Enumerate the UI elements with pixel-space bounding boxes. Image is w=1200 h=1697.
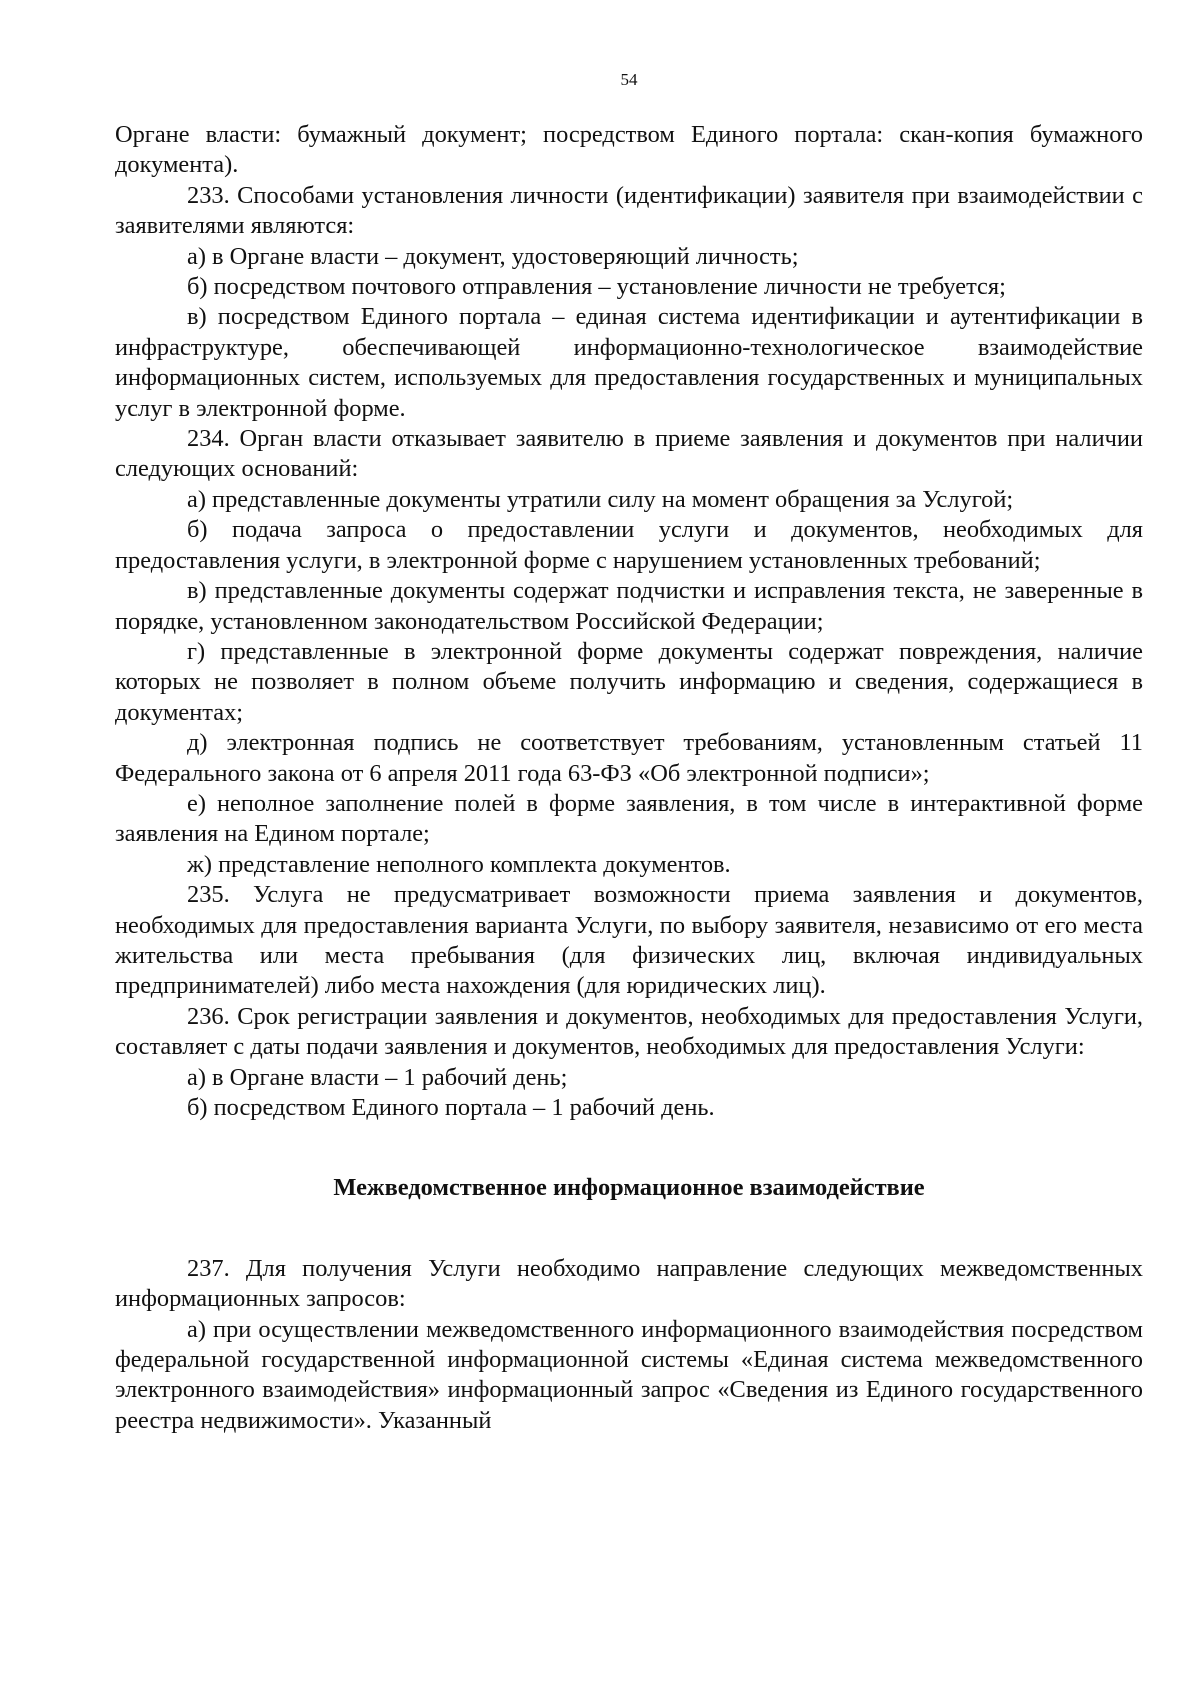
paragraph: 235. Услуга не предусматривает возможности приема заявления и документов, необходимых для предоставления варианта Услуги, по выбору заявителя, независимо от его места жительства или места пребывания (для физических лиц, включая индивидуальных предпринимателей) либо места нахождения (для юридических лиц). [115, 881, 1143, 1000]
page-number: 54 [620, 70, 638, 89]
paragraph: б) подача запроса о предоставлении услуги и документов, необходимых для предоставления услуги, в электронной форме с нарушением установленных требований; [115, 516, 1143, 574]
paragraph: ж) представление неполного комплекта документов. [187, 850, 731, 878]
document-body [115, 120, 1143, 1436]
paragraph: а) при осуществлении межведомственного информационного взаимодействия посредством федеральной государственной информационной системы «Единая система межведомственного электронного взаимодействия» информационный запрос «Сведения из Единого государственного реестра недвижимости». Указанный [115, 1315, 1143, 1434]
paragraph: б) посредством почтового отправления – установление личности не требуется; [187, 273, 1006, 301]
paragraph: в) представленные документы содержат подчистки и исправления текста, не заверенные в порядке, установленном законодательством Российской Федерации; [115, 577, 1143, 635]
paragraph: 234. Орган власти отказывает заявителю в приеме заявления и документов при наличии следующих оснований: [115, 425, 1143, 483]
paragraph-group-after-heading [115, 1254, 1143, 1436]
paragraph: 237. Для получения Услуги необходимо направление следующих межведомственных информационных запросов: [115, 1254, 1143, 1313]
paragraph: а) в Органе власти – 1 рабочий день; [187, 1063, 568, 1091]
section-heading: Межведомственное информационное взаимодействие [333, 1174, 925, 1202]
paragraph: Органе власти: бумажный документ; посредством Единого портала: скан-копия бумажного документа). [115, 121, 1143, 179]
paragraph: а) представленные документы утратили силу на момент обращения за Услугой; [187, 485, 1014, 513]
paragraph: 236. Срок регистрации заявления и документов, необходимых для предоставления Услуги, составляет с даты подачи заявления и документов, необходимых для предоставления Услуги: [115, 1002, 1143, 1061]
paragraph: е) неполное заполнение полей в форме заявления, в том числе в интерактивной форме заявления на Едином портале; [115, 789, 1143, 848]
paragraph: д) электронная подпись не соответствует требованиям, установленным статьей 11 Федерального закона от 6 апреля 2011 года 63-ФЗ «Об электронной подписи»; [115, 729, 1143, 787]
paragraph: а) в Органе власти – документ, удостоверяющий личность; [187, 242, 799, 270]
paragraph-group-before-heading [115, 120, 1143, 1123]
paragraph: в) посредством Единого портала – единая система идентификации и аутентификации в инфраструктуре, обеспечивающей информационно-технологическое взаимодействие информационных систем, используемых для предоставления государственных и муниципальных услуг в электронной форме. [115, 303, 1143, 422]
paragraph: б) посредством Единого портала – 1 рабочий день. [187, 1094, 715, 1121]
paragraph: 233. Способами установления личности (идентификации) заявителя при взаимодействии с заявителями являются: [115, 181, 1143, 240]
document-page [115, 0, 1143, 1697]
paragraph: г) представленные в электронной форме документы содержат повреждения, наличие которых не позволяет в полном объеме получить информацию и сведения, содержащиеся в документах; [115, 637, 1143, 726]
